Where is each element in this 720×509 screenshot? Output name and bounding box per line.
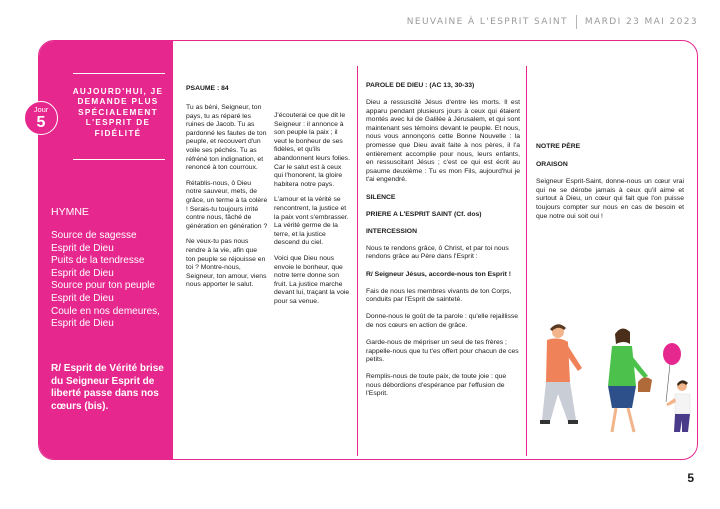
psalm-stanza: Voici que Dieu nous envoie le bonheur, que notre terre donne son fruit. La justice marche devant lui, traçant la voie pour sa venue. [274,254,350,305]
intercession-response: R/ Seigneur Jésus, accorde-nous ton Esprit ! [366,270,512,278]
oraison-heading: ORAISON [536,160,568,168]
day-badge-number: 5 [36,114,46,131]
hymn-line: Esprit de Dieu [51,318,114,330]
page-header [407,14,698,30]
petition: Fais de nous les membres vivants de ton Corps, conduits par l'Esprit de sainteté. [366,287,512,304]
page-number: 5 [687,471,694,485]
intercession-intro: Nous te rendons grâce, ô Christ, et par toi nous rendons grâce au Père dans l'Esprit : [366,244,509,261]
notre-pere-heading: NOTRE PÈRE [536,143,581,150]
psalm-stanza: Rétablis-nous, ô Dieu notre sauveur, mets, de grâce, un terme à ta colère ! Serais-tu toujours irrité contre nous, fâché de génération en génération ? [186,179,268,230]
hymn-text [51,230,173,331]
psalm-column-left [186,104,268,297]
sidebar-rule-top [73,73,165,74]
hymn-line: Coule en nos demeures, [51,305,160,317]
word-of-god-text: Dieu a ressuscité Jésus d'entre les morts. Il est apparu pendant plusieurs jours à ceux qui étaient montés avec lui de Galilée à Jérusalem, et qui sont maintenant ses témoins devant le peuple. Et nous, nous vous annonçons cette Bonne Nouvelle : la promesse que Dieu avait faite à nos pères, il l'a entièrement accomplie pour nous, leurs enfants, en ressuscitant Jésus ; c'est ce qui est écrit au psaume deuxième : Tu es mon Fils, aujourd'hui je t'ai engendré. [366,99,520,184]
psalm-stanza: J'écouterai ce que dit le Seigneur : il annonce à son peuple la paix ; il veut le bonheur de ses fidèles, et qu'ils abandonnent leurs folies. Car le salut est à ceux qui l'honorent, la gloire habitera notre pays. [274,112,350,188]
hymn-line: Esprit de Dieu [51,242,114,254]
oraison-text: Seigneur Esprit-Saint, donne-nous un cœur vrai qui ne se dérobe jamais à ceux qu'il aime et surtout à Dieu, un cœur qui fait que l'on puisse toujours compter sur nous en cas de besoin et que notre oui soit oui ! [536,178,684,220]
hymn-title: HYMNE [51,206,89,218]
hymn-line: Esprit de Dieu [51,267,114,279]
hymn-line: Puits de la tendresse [51,255,145,267]
sidebar [39,41,173,459]
petition: Remplis-nous de toute paix, de toute joie : que nous débordions d'espérance par l'effusion de l'Esprit. [366,373,507,398]
middle-column [366,82,520,399]
day-badge [24,101,58,135]
psalm-title: PSAUME : 84 [186,85,229,92]
petition: Garde-nous de mépriser un seul de tes frères ; rappelle-nous que tu t'es offert pour chacun de ces petits. [366,338,519,364]
prayer-heading: PRIERE A L'ESPRIT SAINT (Cf. dos) [366,210,482,218]
right-column [536,143,684,221]
hymn-refrain: R/ Esprit de Vérité brise du Seigneur Esprit de liberté passe dans nos cœurs (bis). [51,363,164,412]
psalm-stanza: L'amour et la vérité se rencontrent, la justice et la paix vont s'embrasser. La vérité germe de la terre, et la justice descend du ciel. [274,196,349,247]
header-date: MARDI 23 MAI 2023 [584,17,698,27]
petition: Donne-nous le goût de ta parole : qu'elle rejaillisse de nos cœurs en action de grâce. [366,313,519,329]
sidebar-rule-bottom [73,159,165,160]
word-of-god-title: PAROLE DE DIEU : (AC 13, 30-33) [366,82,475,89]
hymn-line: Source de sagesse [51,230,137,241]
column-divider [357,66,358,456]
silence-heading: SILENCE [366,193,396,201]
header-separator [576,15,577,29]
psalm-column-right [274,112,352,313]
sidebar-intro: AUJOURD'HUI, JE DEMANDE PLUS SPÉCIALEMENT L'ESPRIT DE FIDÉLITÉ [72,87,164,138]
family-illustration [520,316,706,452]
hymn-line: Source pour ton peuple [51,280,155,292]
day-badge-word: Jour [33,105,49,114]
header-title: NEUVAINE À L'ESPRIT SAINT [406,17,568,27]
hymn-line: Esprit de Dieu [51,292,114,304]
psalm-stanza: Tu as béni, Seigneur, ton pays, tu as réparé les ruines de Jacob. Tu as pardonné les fautes de ton peuple, et recouvert d'un voile ses péchés. Tu as réfréné ton indignation, et renoncé à ton courroux. [186,104,267,172]
intercession-heading: INTERCESSION [366,227,417,235]
psalm-stanza: Ne veux-tu pas nous rendre à la vie, afin que ton peuple se réjouisse en toi ? Montre-nous, Seigneur, ton amour, viens nous apporter le salut. [186,238,267,289]
